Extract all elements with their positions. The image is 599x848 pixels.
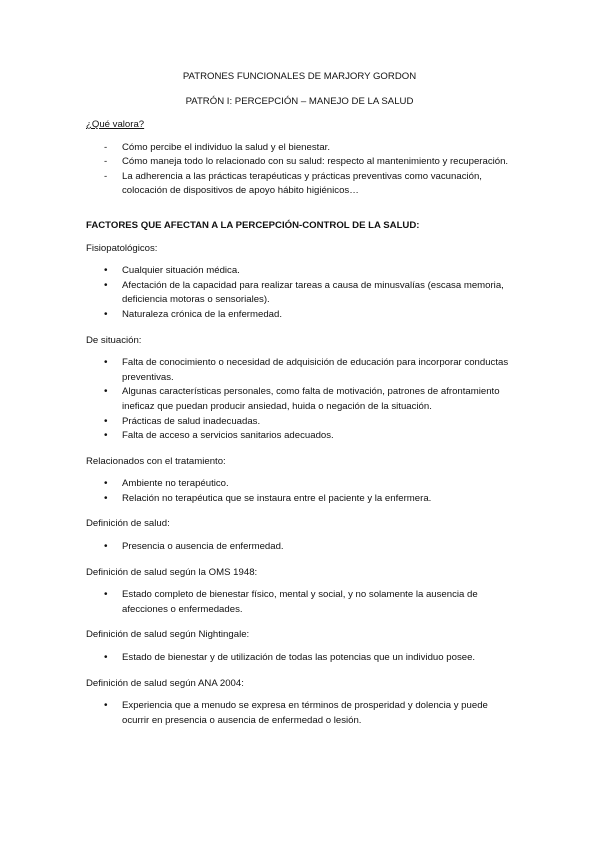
document-body [86, 118, 516, 728]
section-label-fisiopatologicos: Fisiopatológicos: [86, 242, 158, 254]
que-valora-list [86, 141, 516, 199]
list-item: • Afectación de la capacidad para realizar tareas a causa de minusvalías (escasa memoria, deficiencia motoras o sensoriales). [104, 279, 504, 306]
definicion-salud-list [86, 540, 516, 555]
list-item: - Cómo maneja todo lo relacionado con su salud: respecto al mantenimiento y recuperación. [104, 156, 509, 168]
list-item: • Naturaleza crónica de la enfermedad. [104, 308, 282, 320]
list-item: • Cualquier situación médica. [104, 265, 240, 277]
section-label-definicion-salud: Definición de salud: [86, 518, 170, 530]
list-item: • Falta de conocimiento o necesidad de adquisición de educación para incorporar conductas preventivas. [104, 357, 509, 383]
section-label-ana: Definición de salud según ANA 2004: [86, 677, 244, 689]
oms-list [86, 588, 516, 617]
document-title: PATRONES FUNCIONALES DE MARJORY GORDON [182, 71, 417, 82]
list-item: • Prácticas de salud inadecuadas. [104, 415, 261, 427]
list-item: • Estado completo de bienestar físico, mental y social, y no solamente la ausencia de afecciones o enfermedades. [104, 589, 478, 615]
section-label-oms: Definición de salud según la OMS 1948: [86, 566, 258, 578]
section-label-nightingale: Definición de salud según Nightingale: [86, 629, 250, 641]
list-item: - Cómo percibe el individuo la salud y el bienestar. [104, 141, 330, 153]
section-label-situacion: De situación: [86, 334, 142, 346]
factores-heading: FACTORES QUE AFECTAN A LA PERCEPCIÓN-CONTROL DE LA SALUD: [86, 219, 420, 231]
list-item: • Ambiente no terapéutico. [104, 478, 229, 490]
fisiopatologicos-list [86, 264, 516, 322]
que-valora-label: ¿Qué valora? [86, 119, 145, 130]
list-item: • Presencia o ausencia de enfermedad. [104, 541, 284, 553]
list-item: • Experiencia que a menudo se expresa en términos de prosperidad y dolencia y puede ocurrir en presencia o ausencia de enfermedad o lesión. [104, 700, 488, 726]
tratamiento-list [86, 477, 516, 506]
list-item: • Relación no terapéutica que se instaura entre el paciente y la enfermera. [104, 492, 432, 504]
section-label-tratamiento: Relacionados con el tratamiento: [86, 455, 226, 467]
list-item: • Estado de bienestar y de utilización de todas las potencias que un individuo posee. [104, 652, 476, 664]
document-subtitle: PATRÓN I: PERCEPCIÓN – MANEJO DE LA SALUD [185, 96, 414, 107]
list-item: - La adherencia a las prácticas terapéuticas y prácticas preventivas como vacunación, colocación de dispositivos de apoyo hábito higiénicos… [104, 170, 482, 197]
list-item: • Falta de acceso a servicios sanitarios adecuados. [104, 430, 334, 442]
list-item: • Algunas características personales, como falta de motivación, patrones de afrontamiento ineficaz que puedan producir ansiedad, huida o negación de la situación. [104, 386, 500, 412]
ana-list [86, 699, 516, 728]
nightingale-list [86, 651, 516, 666]
situacion-list [86, 356, 516, 444]
